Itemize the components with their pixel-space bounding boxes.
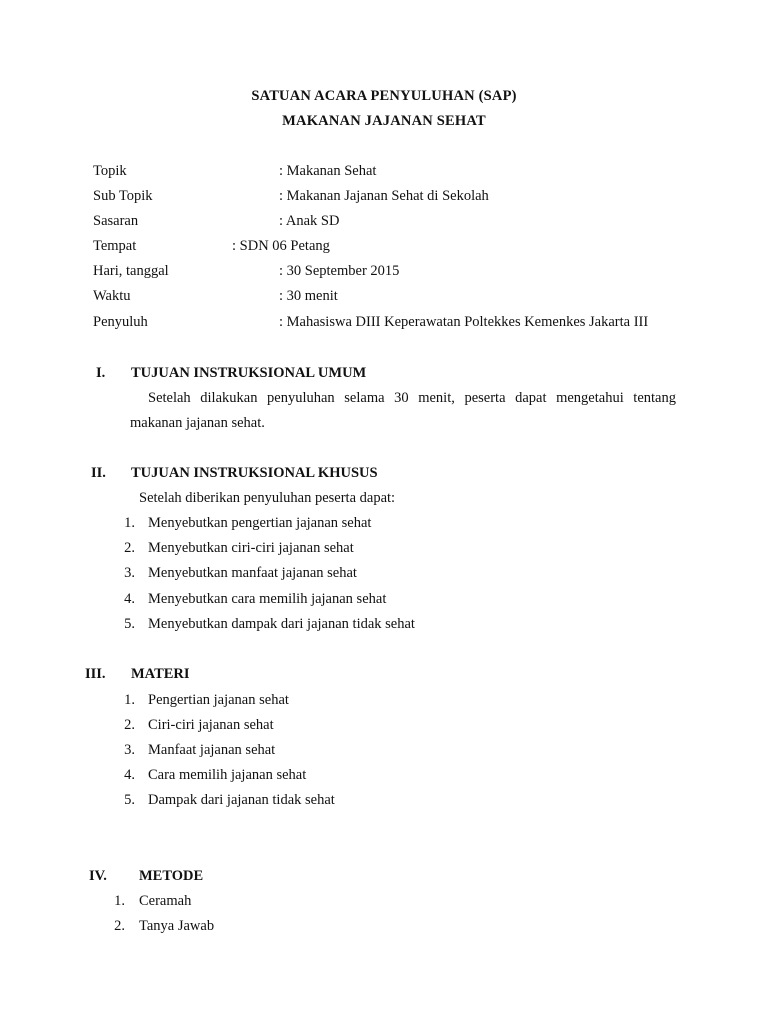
info-label-waktu: Waktu [93,288,131,304]
info-label-penyuluh: Penyuluh [93,314,148,330]
section-4-numeral: IV. [89,868,107,884]
list-item-number: 5. [124,616,135,632]
section-3-heading: MATERI [131,666,190,682]
info-label-topik: Topik [93,163,127,179]
list-item: Ciri-ciri jajanan sehat [148,717,274,733]
info-value-penyuluh: : Mahasiswa DIII Keperawatan Poltekkes Kemenkes Jakarta III [279,314,649,330]
section-2-numeral: II. [91,465,106,481]
document-subtitle: MAKANAN JAJANAN SEHAT [282,113,486,129]
list-item-number: 3. [124,565,135,581]
info-value-waktu: : 30 menit [279,288,338,304]
list-item-number: 2. [124,717,135,733]
section-2-heading: TUJUAN INSTRUKSIONAL KHUSUS [131,465,378,481]
list-item: Menyebutkan cara memilih jajanan sehat [148,591,387,607]
list-item-number: 4. [124,767,135,783]
list-item-number: 1. [114,893,125,909]
section-1-heading: TUJUAN INSTRUKSIONAL UMUM [131,365,367,381]
info-value-sub-topik: : Makanan Jajanan Sehat di Sekolah [279,188,489,204]
list-item-number: 4. [124,591,135,607]
section-3-numeral: III. [85,666,106,682]
list-item: Pengertian jajanan sehat [148,692,289,708]
list-item-number: 2. [124,540,135,556]
list-item: Manfaat jajanan sehat [148,742,276,758]
list-item: Menyebutkan pengertian jajanan sehat [148,515,372,531]
list-item: Menyebutkan dampak dari jajanan tidak sehat [148,616,415,632]
list-item-number: 1. [124,692,135,708]
info-value-tempat: : SDN 06 Petang [232,238,330,254]
section-1-numeral: I. [96,365,106,381]
list-item: Dampak dari jajanan tidak sehat [148,792,335,808]
list-item: Menyebutkan ciri-ciri jajanan sehat [148,540,354,556]
list-item: Menyebutkan manfaat jajanan sehat [148,565,357,581]
info-label-sasaran: Sasaran [93,213,139,229]
list-item-number: 2. [114,918,125,934]
list-item-number: 1. [124,515,135,531]
section-4-heading: METODE [139,868,204,884]
info-value-topik: : Makanan Sehat [279,163,377,179]
list-item-number: 5. [124,792,135,808]
info-value-hari-tanggal: : 30 September 2015 [279,263,400,279]
list-item-number: 3. [124,742,135,758]
section-2-intro: Setelah diberikan penyuluhan peserta dapat: [139,490,396,506]
info-label-hari-tanggal: Hari, tanggal [93,263,169,279]
list-item: Ceramah [139,893,192,909]
info-label-tempat: Tempat [93,238,137,254]
list-item: Cara memilih jajanan sehat [148,767,307,783]
document-title: SATUAN ACARA PENYULUHAN (SAP) [251,88,517,104]
section-1-paragraph: Setelah dilakukan penyuluhan selama 30 menit, peserta dapat mengetahui tentang makanan jajanan sehat. [130,390,676,431]
info-value-sasaran: : Anak SD [279,213,340,229]
info-label-sub-topik: Sub Topik [93,188,153,204]
list-item: Tanya Jawab [139,918,215,934]
